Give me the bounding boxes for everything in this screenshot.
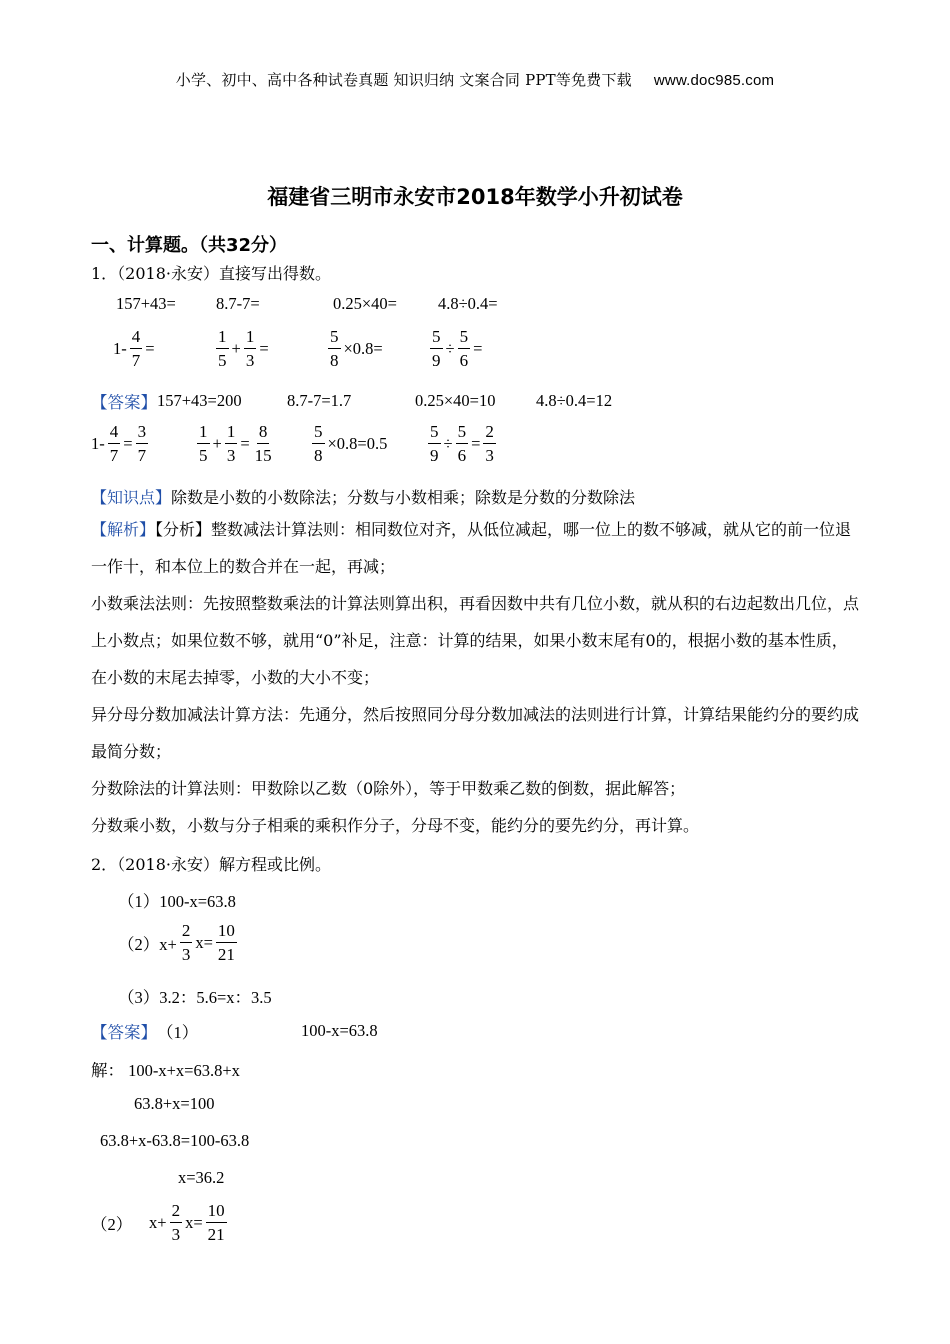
text: x+ <box>149 1212 167 1232</box>
text: = <box>259 338 269 358</box>
a1-row2 <box>91 423 499 464</box>
denominator: 3 <box>181 945 191 964</box>
page-header <box>0 69 950 90</box>
fraction <box>180 922 193 963</box>
numerator: 1 <box>197 423 210 444</box>
fraction <box>456 423 469 464</box>
analysis-p2: 小数乘法法则：先按照整数乘法的计算法则算出积，再看因数中共有几位小数，就从积的右边起数出几位，点上小数点；如果位数不够，就用“0”补足，注意：计算的结果，如果小数末尾有0的，根据小数的基本性质，在小数的末尾去掉零，小数的大小不变； <box>91 594 860 687</box>
numerator: 2 <box>483 423 496 444</box>
a2-label2: （2） <box>91 1214 133 1234</box>
fraction <box>458 328 471 369</box>
text: = <box>240 433 250 453</box>
a1-fraction-expr-a <box>91 423 194 464</box>
q1-expr: 157+43= <box>116 294 176 313</box>
a1-fraction-expr-b <box>194 423 309 464</box>
q2-item2 <box>118 922 240 963</box>
text: = <box>123 433 133 453</box>
knowledge-text: 除数是小数的小数除法；分数与小数相乘；除数是分数的分数除法 <box>171 488 636 507</box>
denominator: 7 <box>109 446 119 465</box>
section-heading: 一、计算题。（共32分） <box>91 235 288 256</box>
operator: + <box>212 433 222 453</box>
analysis-text: 【分析】整数减法计算法则：相同数位对齐，从低位减起，哪一位上的数不够减，就从它的前一位退一作十，和本位上的数合并在一起，再减； <box>91 520 852 576</box>
text: = <box>471 433 481 453</box>
text: ×0.8= <box>343 338 383 358</box>
numerator: 5 <box>430 328 443 349</box>
operator: ÷ <box>445 338 455 358</box>
a2-label1: （1） <box>157 1023 199 1042</box>
denominator: 15 <box>254 446 272 465</box>
fraction <box>428 423 441 464</box>
fraction <box>108 423 121 464</box>
a1-expr: 157+43=200 <box>157 391 242 410</box>
q1-fraction-expr-b <box>213 328 325 369</box>
fraction <box>136 423 149 464</box>
denominator: 6 <box>459 351 469 370</box>
text: （2）x+ <box>118 934 177 954</box>
a1-fraction-expr-c <box>309 423 425 464</box>
q2-item1: （1）100-x=63.8 <box>118 892 236 911</box>
knowledge-point <box>91 485 635 508</box>
denominator: 3 <box>226 446 236 465</box>
fraction <box>206 1202 227 1243</box>
a1-expr: 0.25×40=10 <box>415 391 496 410</box>
text: x= <box>195 932 213 952</box>
numerator: 5 <box>428 423 441 444</box>
denominator: 8 <box>330 351 339 370</box>
q1-expr: 4.8÷0.4= <box>438 294 498 313</box>
fraction <box>483 423 496 464</box>
denominator: 3 <box>245 351 255 370</box>
numerator: 3 <box>136 423 149 444</box>
fraction <box>244 328 257 369</box>
analysis-p3: 异分母分数加减法计算方法：先通分，然后按照同分母分数加减法的法则进行计算，计算结果能约分的要约成最简分数； <box>91 705 860 761</box>
a1-expr: 8.7-7=1.7 <box>287 391 352 410</box>
numerator: 2 <box>180 922 193 943</box>
q1-expr: 8.7-7= <box>216 294 260 313</box>
q2-item3: （3）3.2：5.6=x：3.5 <box>118 988 272 1007</box>
denominator: 9 <box>430 446 439 465</box>
a1-expr: 4.8÷0.4=12 <box>536 391 613 410</box>
a2-row1 <box>91 1019 378 1043</box>
a2-eq1: 100-x=63.8 <box>301 1021 378 1040</box>
q1-stem: 1．（2018·永安）直接写出得数。 <box>91 264 331 283</box>
numerator: 5 <box>456 423 469 444</box>
fraction <box>216 922 237 963</box>
text: = <box>145 338 155 358</box>
page-title: 福建省三明市永安市2018年数学小升初试卷 <box>267 185 683 209</box>
a2-step1: 解： 100-x+x=63.8+x <box>91 1061 240 1080</box>
denominator: 21 <box>207 1225 225 1244</box>
fraction <box>430 328 443 369</box>
knowledge-tag: 【知识点】 <box>91 488 172 507</box>
denominator: 5 <box>199 446 208 465</box>
text: x= <box>185 1212 203 1232</box>
text: = <box>473 338 483 358</box>
a2-step3: 63.8+x-63.8=100-63.8 <box>100 1131 250 1150</box>
numerator: 5 <box>458 328 471 349</box>
header-text: 小学、初中、高中各种试卷真题 知识归纳 文案合同 PPT等免费下载 <box>175 71 632 89</box>
a2-row2 <box>91 1202 230 1243</box>
denominator: 3 <box>171 1225 181 1244</box>
numerator: 5 <box>312 423 325 444</box>
q2-stem: 2．（2018·永安）解方程或比例。 <box>91 855 331 874</box>
numerator: 2 <box>170 1202 183 1223</box>
a1-row1 <box>91 389 612 413</box>
fraction <box>216 328 229 369</box>
numerator: 8 <box>257 423 270 444</box>
fraction <box>253 423 274 464</box>
numerator: 1 <box>225 423 238 444</box>
denominator: 9 <box>432 351 441 370</box>
numerator: 4 <box>108 423 121 444</box>
text: 1- <box>113 338 127 358</box>
denominator: 6 <box>457 446 467 465</box>
numerator: 1 <box>216 328 229 349</box>
numerator: 4 <box>130 328 143 349</box>
denominator: 8 <box>314 446 323 465</box>
answer-tag: 【答案】 <box>91 393 157 412</box>
q1-expr: 0.25×40= <box>333 294 397 313</box>
q1-fraction-expr-a <box>113 328 213 369</box>
operator: + <box>231 338 241 358</box>
fraction <box>312 423 325 464</box>
header-site-link[interactable]: www.doc985.com <box>653 72 775 89</box>
fraction <box>328 328 341 369</box>
denominator: 5 <box>218 351 227 370</box>
numerator: 10 <box>216 922 237 943</box>
answer-tag: 【答案】 <box>91 1023 157 1042</box>
denominator: 3 <box>485 446 494 465</box>
a1-fraction-expr-d <box>425 423 499 464</box>
q1-fraction-expr-c <box>325 328 427 369</box>
fraction <box>130 328 143 369</box>
text: 1- <box>91 433 105 453</box>
fraction <box>225 423 238 464</box>
denominator: 7 <box>137 446 147 465</box>
fraction <box>170 1202 183 1243</box>
denominator: 7 <box>131 351 141 370</box>
q1-fraction-expr-d <box>427 328 482 369</box>
analysis-p1 <box>91 511 861 585</box>
q1-row2 <box>113 328 482 369</box>
a2-step4: x=36.2 <box>178 1168 225 1187</box>
analysis-p4: 分数除法的计算法则：甲数除以乙数（0除外），等于甲数乘乙数的倒数，据此解答； <box>91 779 686 798</box>
text: ×0.8=0.5 <box>327 433 388 453</box>
numerator: 1 <box>244 328 257 349</box>
analysis-p5: 分数乘小数，小数与分子相乘的乘积作分子，分母不变，能约分的要先约分，再计算。 <box>91 816 700 835</box>
fraction <box>197 423 210 464</box>
operator: ÷ <box>443 433 453 453</box>
numerator: 5 <box>328 328 341 349</box>
denominator: 21 <box>217 945 235 964</box>
numerator: 10 <box>206 1202 227 1223</box>
q1-row1 <box>116 294 498 314</box>
analysis-tag: 【解析】 <box>91 520 156 539</box>
a2-step2: 63.8+x=100 <box>134 1094 215 1113</box>
